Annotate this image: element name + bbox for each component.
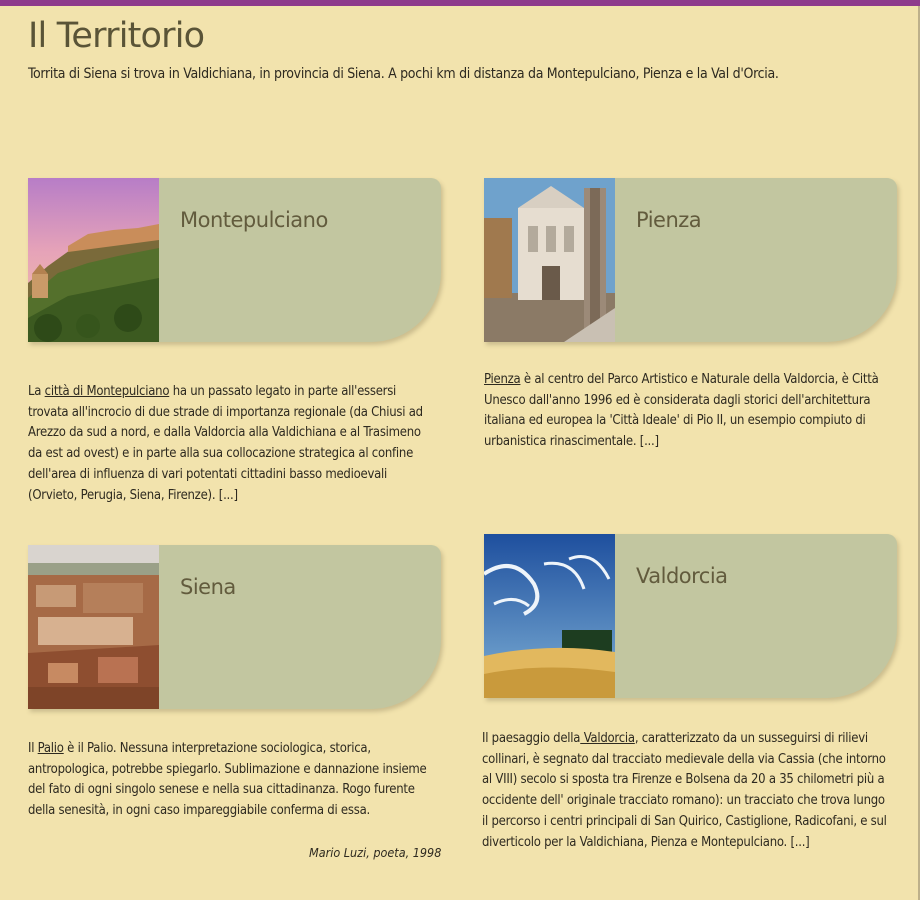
desc-text: La xyxy=(28,384,45,399)
link-citta-montepulciano[interactable]: città di Montepulciano xyxy=(44,384,170,399)
desc-valdorcia xyxy=(482,729,890,853)
page-intro: Torrita di Siena si trova in Valdichiana, in provincia di Siena. A pochi km di distanza da Montepulciano, Pienza e la Val d'Orcia. xyxy=(28,66,779,82)
card-siena[interactable] xyxy=(28,545,441,709)
siena-photo[interactable] xyxy=(28,545,159,709)
card-pienza[interactable] xyxy=(484,178,897,342)
card-valdorcia[interactable] xyxy=(484,534,897,698)
desc-montepulciano xyxy=(28,382,436,506)
desc-text: è il Palio. Nessuna interpretazione sociologica, storica, antropologica, potrebbe spiegarlo. Sublimazione e dannazione insieme del fato di ogni singolo senese e nella sua cittadinanza. Rogo furente della senesità, in ogni caso impareggiabile conferma di essa. xyxy=(28,741,427,819)
valdorcia-photo[interactable] xyxy=(484,534,615,698)
desc-text: Il xyxy=(28,741,38,756)
card-title-siena[interactable]: Siena xyxy=(180,575,236,599)
desc-siena xyxy=(28,739,436,822)
card-title-valdorcia[interactable]: Valdorcia xyxy=(636,564,728,588)
card-montepulciano[interactable] xyxy=(28,178,441,342)
top-border xyxy=(0,0,920,6)
pienza-photo[interactable] xyxy=(484,178,615,342)
card-title-montepulciano[interactable]: Montepulciano xyxy=(180,208,328,232)
link-pienza[interactable]: Pienza xyxy=(484,372,521,387)
desc-text: ha un passato legato in parte all'essersi trovata all'incrocio di due strade di importanza regionale (da Chiusi ad Arezzo da sud a nord, e dalla Valdorcia alla Valdichiana e al Trasimeno da est ad ovest) e in parte alla sua collocazione strategica al confine dell'area di influenza di vari potentati cittadini basso medioevali (Orvieto, Perugia, Siena, Firenze). [...] xyxy=(28,384,423,503)
link-valdorcia[interactable]: Valdorcia xyxy=(580,731,635,746)
desc-text: , caratterizzato da un susseguirsi di rilievi collinari, è segnato dal tracciato medievale della via Cassia (che intorno al VIII) secolo si sposta tra Firenze e Bolsena da 20 a 35 chilometri più a occidente dell' originale tracciato romano): un tracciato che trova lungo il percorso i centri principali di San Quirico, Castiglione, Radicofani, e sul diverticolo per la Valdichiana, Pienza e Montepulciano. [...] xyxy=(482,731,887,850)
desc-text: è al centro del Parco Artistico e Naturale della Valdorcia, è Città Unesco dall'anno 1996 ed è considerata dagli storici dell'architettura italiana ed europea la 'Città Ideale' di Pio II, un esempio compiuto di urbanistica rinascimentale. [...] xyxy=(484,372,879,450)
quote-signature: Mario Luzi, poeta, 1998 xyxy=(309,845,442,860)
desc-pienza xyxy=(484,370,892,453)
desc-text: Il paesaggio della xyxy=(482,731,581,746)
montepulciano-photo[interactable] xyxy=(28,178,159,342)
page-title: Il Territorio xyxy=(28,16,205,56)
link-palio[interactable]: Palio xyxy=(37,741,64,756)
card-title-pienza[interactable]: Pienza xyxy=(636,208,702,232)
